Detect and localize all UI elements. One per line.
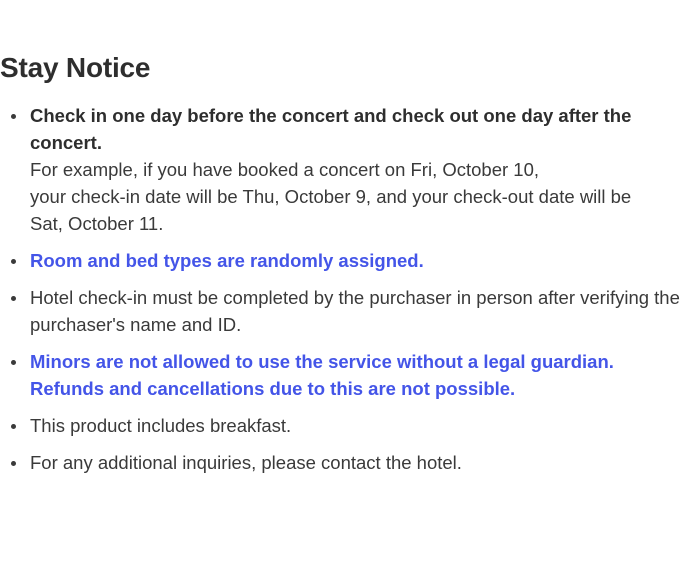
- bullet-icon: [11, 296, 16, 301]
- inquiries-text: For any additional inquiries, please contact the hotel.: [30, 452, 462, 473]
- bullet-icon: [11, 461, 16, 466]
- notice-item-room-assignment: [0, 247, 696, 274]
- breakfast-text: This product includes breakfast.: [30, 415, 292, 436]
- bullet-icon: [11, 360, 16, 365]
- minors-policy-line-1: Minors are not allowed to use the service without a legal guardian.: [30, 351, 614, 372]
- notice-item-id-verification: [0, 284, 696, 338]
- bullet-icon: [11, 259, 16, 264]
- check-in-rule-heading: Check in one day before the concert and check out one day after the concert.: [30, 105, 632, 153]
- stay-notice-title: Stay Notice: [0, 52, 151, 83]
- minors-policy-line-2: Refunds and cancellations due to this are not possible.: [30, 378, 516, 399]
- notice-item-breakfast: [0, 412, 696, 439]
- bullet-icon: [11, 114, 16, 119]
- check-in-example-line-3: Sat, October 11.: [30, 213, 164, 234]
- notice-item-check-in-rule: [0, 102, 696, 237]
- check-in-example-line-2: your check-in date will be Thu, October 9, and your check-out date will be: [30, 186, 632, 207]
- room-assignment-text: Room and bed types are randomly assigned.: [30, 250, 424, 271]
- stay-notice-list: [0, 102, 696, 476]
- notice-item-inquiries: [0, 449, 696, 476]
- notice-item-minors-policy: [0, 348, 696, 402]
- bullet-icon: [11, 424, 16, 429]
- id-verification-text: Hotel check-in must be completed by the purchaser in person after verifying the purchaser's name and ID.: [30, 287, 680, 335]
- check-in-example-line-1: For example, if you have booked a concert on Fri, October 10,: [30, 159, 540, 180]
- stay-notice-section: [0, 48, 696, 486]
